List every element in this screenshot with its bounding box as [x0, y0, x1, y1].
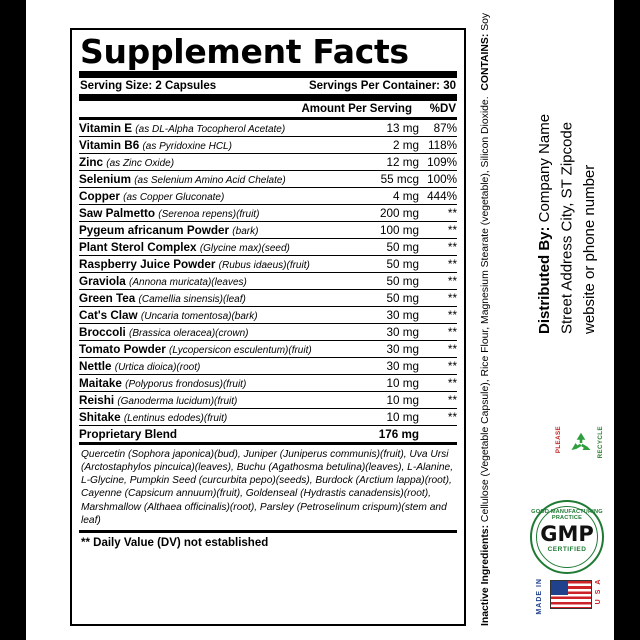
ingredient-name: Plant Sterol Complex	[79, 240, 197, 254]
ingredient-name-cell	[79, 239, 355, 256]
ingredient-amount: 13 mg	[386, 121, 419, 135]
inactive-ingredients-label	[480, 525, 491, 626]
ingredient-amount: 176 mg	[355, 426, 419, 443]
contains-label: CONTAINS:	[480, 33, 491, 91]
ingredients-table	[79, 120, 457, 442]
supplement-facts-title: Supplement Facts	[80, 32, 409, 71]
ingredient-source: (Lycopersicon esculentum)(fruit)	[169, 344, 312, 356]
table-row	[79, 120, 457, 137]
ingredient-amount: 30 mg	[355, 358, 419, 375]
ingredient-name-cell	[79, 324, 355, 341]
table-row	[79, 324, 457, 341]
serving-size-label: Serving Size:	[80, 80, 153, 93]
ingredient-amount: 2 mg	[355, 137, 419, 154]
ingredient-name-cell	[79, 273, 355, 290]
table-row	[79, 358, 457, 375]
ingredient-amount: 12 mg	[355, 154, 419, 171]
right-black-edge	[614, 0, 640, 640]
ingredient-name-cell	[79, 409, 355, 426]
table-row	[79, 256, 457, 273]
ingredient-source: (Glycine max)(seed)	[199, 242, 290, 254]
ingredient-dv: **	[419, 290, 457, 307]
daily-value-footnote: ** Daily Value (DV) not established	[79, 530, 457, 551]
ingredient-dv: **	[419, 222, 457, 239]
ingredient-source: (as Zinc Oxide)	[106, 157, 175, 169]
ingredient-dv: **	[419, 205, 457, 222]
ingredient-amount: 55 mcg	[355, 171, 419, 188]
distributed-by-label: Distributed By:	[536, 226, 553, 334]
company-address: Street Address City, ST Zipcode	[558, 121, 576, 334]
ingredient-amount: 10 mg	[355, 392, 419, 409]
ingredient-dv: 87%	[433, 121, 457, 135]
table-row	[79, 239, 457, 256]
serving-size-value: 2 Capsules	[155, 80, 217, 93]
ingredient-amount: 50 mg	[355, 256, 419, 273]
ingredient-amount: 10 mg	[355, 409, 419, 426]
ingredient-amount: 30 mg	[355, 341, 419, 358]
ingredient-name-cell	[79, 392, 355, 409]
ingredient-name-cell	[79, 188, 355, 205]
ingredient-source: (Uncaria tomentosa)(bark)	[140, 310, 258, 322]
table-row	[79, 341, 457, 358]
ingredient-name: Proprietary Blend	[79, 427, 178, 441]
made-in-text: MADE IN	[536, 578, 543, 615]
ingredient-name: Tomato Powder	[79, 342, 166, 356]
ingredient-source: (bark)	[232, 225, 259, 237]
ingredient-source: (Ganoderma lucidum)(fruit)	[117, 395, 238, 407]
usa-flag-icon	[550, 580, 592, 609]
ingredient-name-cell	[79, 290, 355, 307]
ingredient-name: Saw Palmetto	[79, 206, 155, 220]
ingredient-name: Broccoli	[79, 325, 126, 339]
gmp-arc-text: GOOD MANUFACTURING PRACTICE	[531, 509, 603, 521]
ingredient-name-cell	[79, 358, 355, 375]
ingredient-name: Graviola	[79, 274, 126, 288]
left-black-edge	[0, 0, 26, 640]
ingredient-name-cell	[79, 375, 355, 392]
divider-thick-mid	[79, 94, 457, 101]
ingredient-source: (Polyporus frondosus)(fruit)	[125, 378, 247, 390]
ingredient-dv: **	[419, 392, 457, 409]
gmp-certified-badge	[530, 500, 604, 574]
ingredient-name-cell	[79, 256, 355, 273]
ingredient-source: (as DL-Alpha Tocopherol Acetate)	[135, 123, 286, 135]
company-contact: website or phone number	[581, 164, 598, 334]
ingredient-dv: **	[419, 358, 457, 375]
ingredient-name-cell	[79, 341, 355, 358]
ingredient-source: (Serenoa repens)(fruit)	[158, 208, 260, 220]
table-row-proprietary-blend	[79, 426, 457, 443]
divider-thick-top	[79, 71, 457, 78]
ingredient-name: Reishi	[79, 393, 115, 407]
inactive-ingredients-heading: Inactive Ingredients:	[480, 524, 491, 626]
ingredient-name-cell	[79, 171, 355, 188]
ingredient-amount: 30 mg	[355, 324, 419, 341]
ingredient-source: (Urtica dioica)(root)	[114, 361, 201, 373]
ingredient-name: Vitamin E	[79, 121, 133, 135]
ingredient-dv: **	[419, 307, 457, 324]
ingredient-dv: 444%	[419, 188, 457, 205]
recycle-icon	[568, 430, 594, 456]
table-row	[79, 154, 457, 171]
ingredient-dv: 118%	[419, 137, 457, 154]
ingredient-name: Zinc	[79, 155, 104, 169]
ingredient-source: (Camellia sinensis)(leaf)	[138, 293, 246, 305]
ingredient-name: Green Tea	[79, 291, 136, 305]
ingredient-name: Raspberry Juice Powder	[79, 257, 216, 271]
servings-per-container	[309, 80, 456, 92]
ingredient-dv: **	[419, 375, 457, 392]
ingredient-amount: 200 mg	[355, 205, 419, 222]
ingredient-dv: **	[419, 273, 457, 290]
ingredient-name: Cat's Claw	[79, 308, 138, 322]
ingredient-name: Copper	[79, 189, 120, 203]
recycle-label-text: RECYCLE	[597, 426, 604, 459]
label-panel	[34, 6, 606, 634]
flag-canton	[551, 581, 568, 595]
ingredient-name: Nettle	[79, 359, 112, 373]
serving-info-row	[79, 78, 457, 94]
ingredient-name: Shitake	[79, 410, 121, 424]
ingredient-amount: 50 mg	[355, 273, 419, 290]
gmp-certified-text: CERTIFIED	[547, 546, 587, 553]
ingredient-dv	[419, 426, 457, 443]
ingredient-name: Vitamin B6	[79, 138, 140, 152]
table-row	[79, 375, 457, 392]
ingredient-dv: **	[419, 409, 457, 426]
ingredient-amount: 30 mg	[355, 307, 419, 324]
ingredient-name-cell	[79, 154, 355, 171]
ingredient-source: (as Pyridoxine HCL)	[142, 140, 232, 152]
ingredient-name-cell	[79, 205, 355, 222]
ingredient-dv: **	[419, 341, 457, 358]
ingredient-amount: 100 mg	[355, 222, 419, 239]
table-row	[79, 137, 457, 154]
column-headers-row	[79, 101, 457, 117]
proprietary-blend-description: Quercetin (Sophora japonica)(bud), Juniper (Juniperus communis)(fruit), Uva Ursi (Arctostaphylos pincuica)(leaves), Buchu (Agathosma betulina)(leaves), L-Alanine, L-Glycine, Pumpkin Seed (curcurbita pepo)(seeds), Burdock (Arctium lappa)(root), Cayenne (Capsicum annuum)(fruit), Goldenseal (Hydrastis canadensis)(root), Marshmallow (Althaea officinalis)(root), Parsley (Petroselinum crispum)(stem and leaf)	[79, 442, 457, 529]
table-row	[79, 188, 457, 205]
supplement-facts-box	[70, 28, 466, 626]
servings-per-container-label: Servings Per Container:	[308, 80, 440, 93]
amount-per-serving-header: Amount Per Serving	[301, 103, 412, 116]
recycle-please-text: PLEASE	[555, 426, 562, 454]
table-row	[79, 273, 457, 290]
daily-value-header: %DV	[429, 103, 456, 116]
serving-size	[80, 80, 216, 92]
ingredient-name-cell	[79, 426, 355, 443]
ingredient-source: (Rubus idaeus)(fruit)	[218, 259, 310, 271]
ingredient-dv: **	[419, 256, 457, 273]
gmp-text: GMP	[540, 522, 594, 546]
inactive-ingredients-text	[478, 12, 493, 626]
table-row	[79, 222, 457, 239]
ingredient-source: (Lentinus edodes)(fruit)	[123, 412, 228, 424]
table-row	[79, 307, 457, 324]
ingredient-name-cell	[79, 137, 355, 154]
made-in-usa-badge	[534, 576, 604, 634]
servings-per-container-value: 30	[443, 80, 456, 93]
ingredient-name: Selenium	[79, 172, 131, 186]
ingredient-amount: 50 mg	[355, 239, 419, 256]
table-row	[79, 392, 457, 409]
ingredient-amount: 4 mg	[355, 188, 419, 205]
ingredient-dv: 100%	[419, 171, 457, 188]
ingredient-dv: **	[419, 239, 457, 256]
table-row	[79, 409, 457, 426]
ingredient-source: (as Selenium Amino Acid Chelate)	[134, 174, 286, 186]
ingredient-name-cell	[79, 307, 355, 324]
ingredient-name-cell	[79, 120, 355, 137]
recycle-badge	[556, 426, 604, 468]
ingredient-source: (as Copper Gluconate)	[123, 191, 225, 203]
ingredient-amount: 10 mg	[355, 375, 419, 392]
table-row	[79, 290, 457, 307]
table-row	[79, 171, 457, 188]
ingredient-amount: 50 mg	[355, 290, 419, 307]
ingredient-source: (Brassica oleracea)(crown)	[129, 327, 249, 339]
table-row	[79, 205, 457, 222]
ingredient-dv: 109%	[419, 154, 457, 171]
ingredient-dv: **	[419, 324, 457, 341]
ingredient-name: Pygeum africanum Powder	[79, 223, 230, 237]
contains-value: Soy	[480, 12, 491, 34]
ingredient-name: Maitake	[79, 376, 122, 390]
usa-text: U S A	[595, 578, 602, 605]
ingredient-source: (Annona muricata)(leaves)	[129, 276, 247, 288]
inactive-ingredients-body: Cellulose (Vegetable Capsule), Rice Flour, Magnesium Stearate (vegetable), Silicon Dioxide.	[480, 96, 491, 525]
company-name: Company Name	[536, 113, 553, 227]
ingredient-name-cell	[79, 222, 355, 239]
distributed-by-block	[534, 34, 602, 334]
